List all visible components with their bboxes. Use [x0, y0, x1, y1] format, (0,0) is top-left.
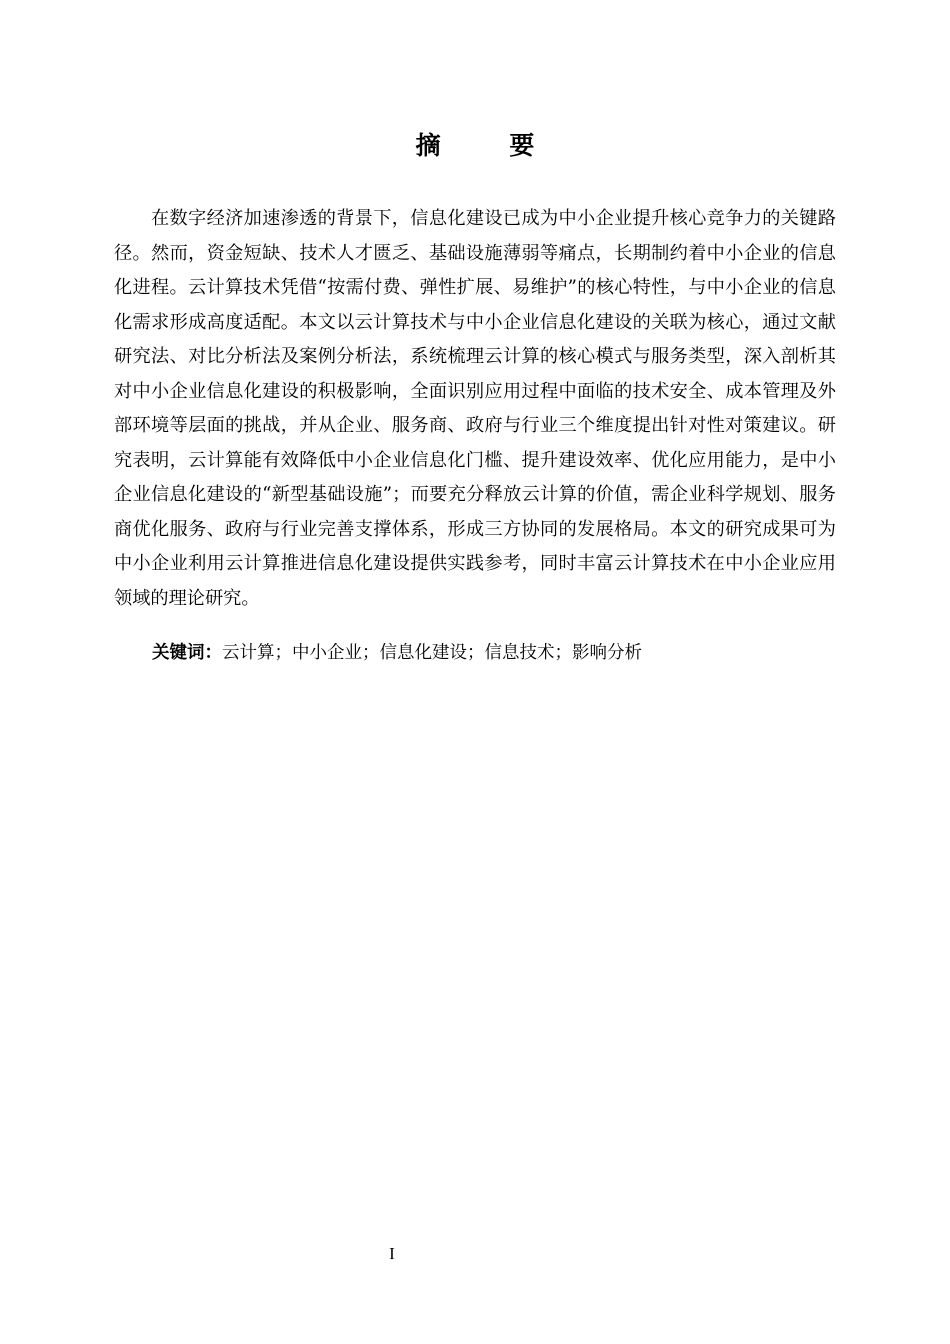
page-number: I	[389, 1244, 395, 1263]
abstract-title: 摘 要	[415, 131, 565, 160]
keywords-list: 云计算；中小企业；信息化建设；信息技术；影响分析	[222, 643, 642, 663]
keywords-label: 关键词：	[152, 643, 222, 663]
abstract-body: 在数字经济加速渗透的背景下，信息化建设已成为中小企业提升核心竞争力的关键路径。然而，资金短缺、技术人才匮乏、基础设施薄弱等痛点，长期制约着中小企业的信息化进程。云计算技术凭借“按需付费、弹性扩展、易维护”的核心特性，与中小企业的信息化需求形成高度适配。本文以云计算技术与中小企业信息化建设的关联为核心，通过文献研究法、对比分析法及案例分析法，系统梳理云计算的核心模式与服务类型，深入剖析其对中小企业信息化建设的积极影响，全面识别应用过程中面临的技术安全、成本管理及外部环境等层面的挑战，并从企业、服务商、政府与行业三个维度提出针对性对策建议。研究表明，云计算能有效降低中小企业信息化门槛、提升建设效率、优化应用能力，是中小企业信息化建设的“新型基础设施”；而要充分释放云计算的价值，需企业科学规划、服务商优化服务、政府与行业完善支撑体系，形成三方协同的发展格局。本文的研究成果可为中小企业利用云计算推进信息化建设提供实践参考，同时丰富云计算技术在中小企业应用领域的理论研究。	[114, 208, 836, 609]
keywords-line	[152, 636, 842, 670]
